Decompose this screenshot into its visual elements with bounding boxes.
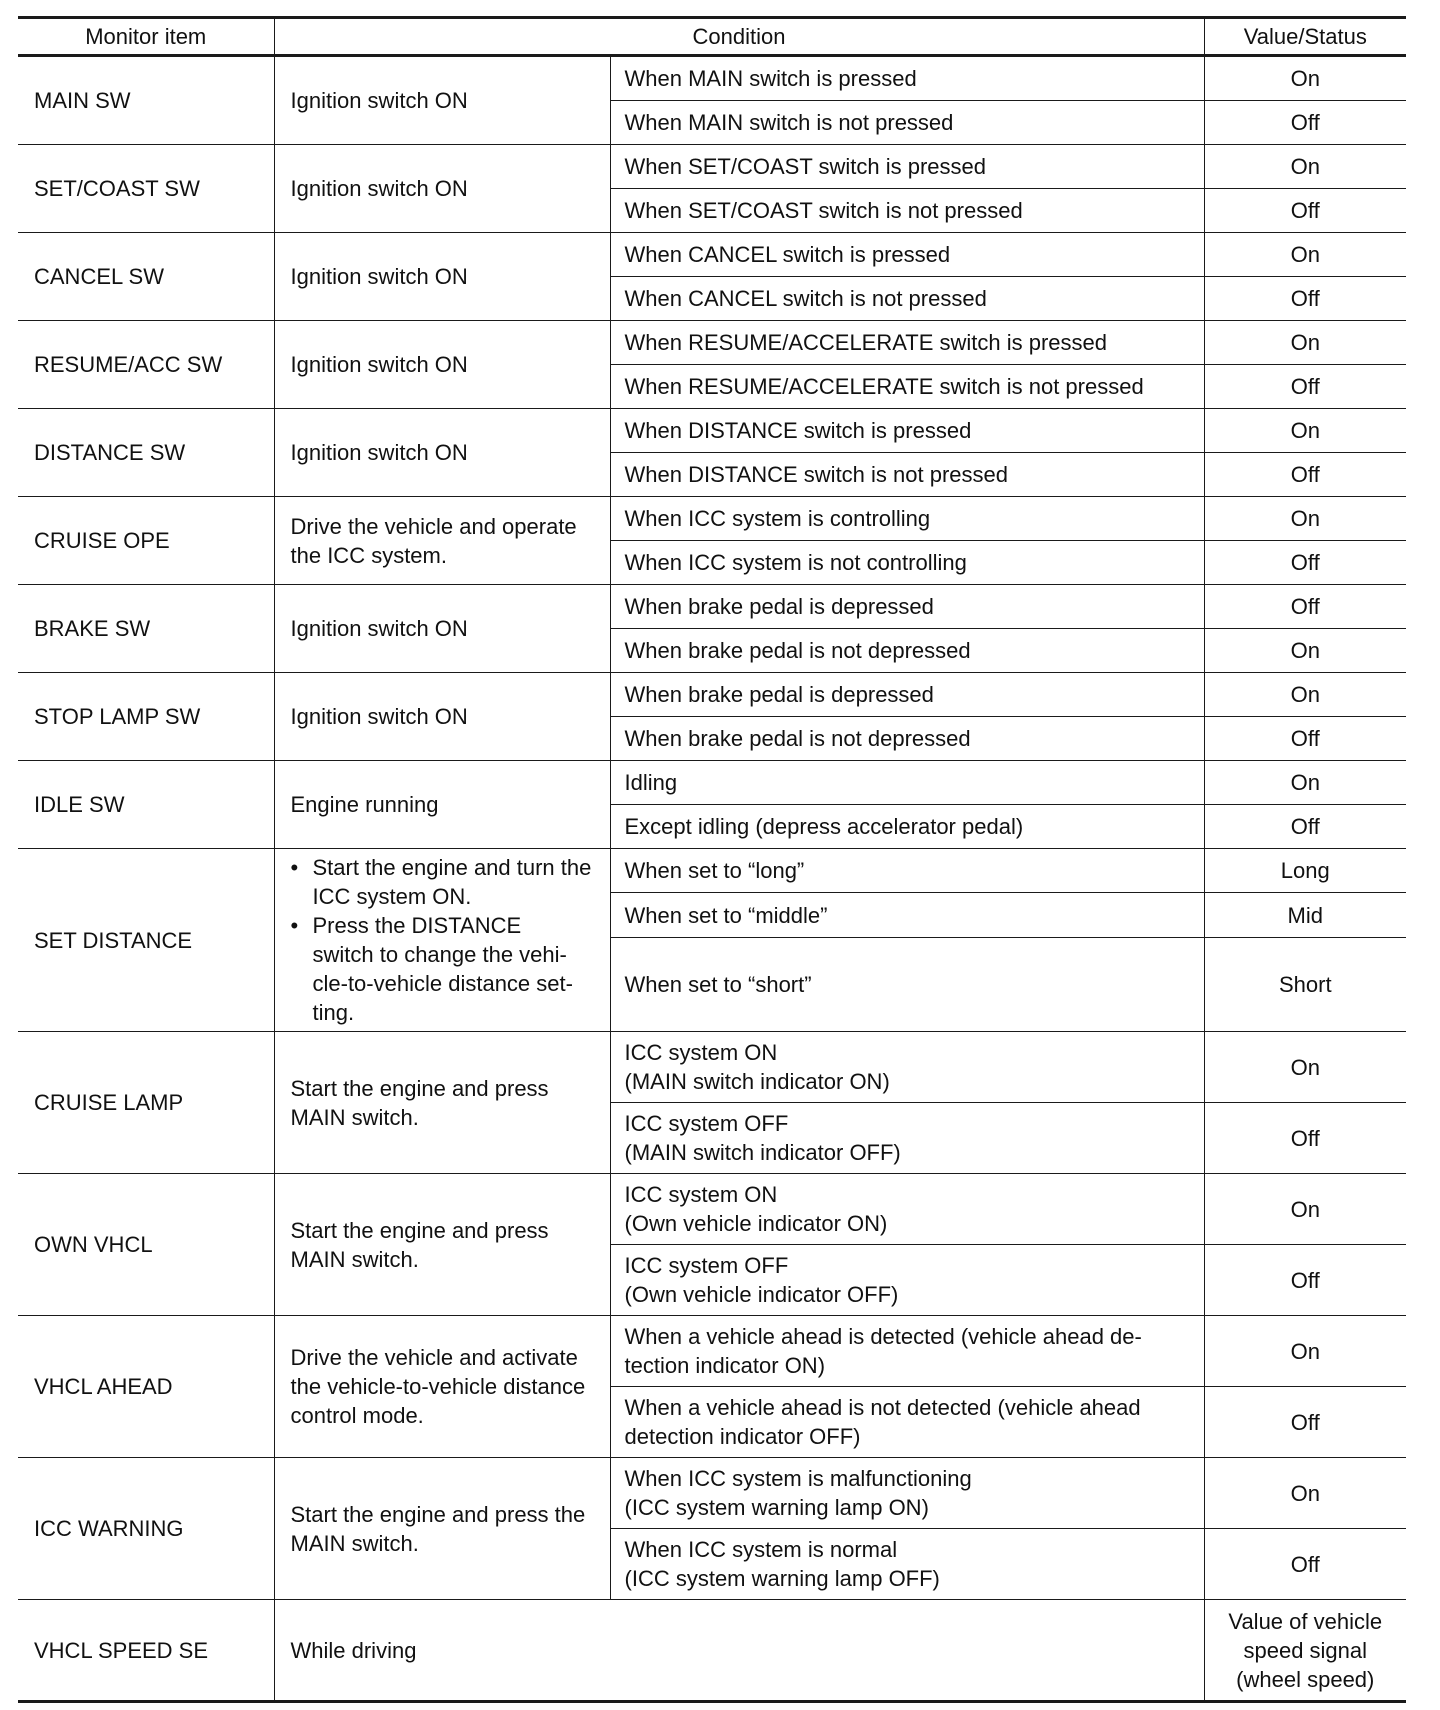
sub-condition-cell: When RESUME/ACCELERATE switch is pressed xyxy=(610,321,1204,365)
value-status-cell: Long xyxy=(1204,849,1406,893)
sub-condition-cell: When set to “short” xyxy=(610,937,1204,1031)
monitor-item-cell: RESUME/ACC SW xyxy=(18,321,274,409)
table-row xyxy=(18,233,1406,277)
sub-condition-cell: When set to “long” xyxy=(610,849,1204,893)
value-status-cell: Off xyxy=(1204,365,1406,409)
value-status-cell: On xyxy=(1204,1316,1406,1387)
table-row xyxy=(18,673,1406,717)
value-status-cell: On xyxy=(1204,409,1406,453)
table-header-row xyxy=(18,18,1406,56)
sub-condition-cell: When a vehicle ahead is detected (vehicle ahead de- tection indicator ON) xyxy=(610,1316,1204,1387)
sub-condition-cell: When brake pedal is not depressed xyxy=(610,717,1204,761)
condition-bullet-text: Start the engine and turn the ICC system ON. xyxy=(312,855,592,909)
condition-cell: Ignition switch ON xyxy=(274,233,610,321)
sub-condition-cell: When brake pedal is depressed xyxy=(610,673,1204,717)
header-value-status: Value/Status xyxy=(1204,18,1406,56)
table-row xyxy=(18,849,1406,893)
condition-cell: Drive the vehicle and activate the vehicle-to-vehicle distance control mode. xyxy=(274,1316,610,1458)
value-status-cell: Off xyxy=(1204,1529,1406,1600)
table-row xyxy=(18,585,1406,629)
sub-condition-cell: When SET/COAST switch is not pressed xyxy=(610,189,1204,233)
condition-cell: Ignition switch ON xyxy=(274,321,610,409)
monitor-item-cell: OWN VHCL xyxy=(18,1174,274,1316)
condition-cell: Ignition switch ON xyxy=(274,145,610,233)
condition-cell: Start the engine and press MAIN switch. xyxy=(274,1174,610,1316)
sub-condition-cell: When a vehicle ahead is not detected (vehicle ahead detection indicator OFF) xyxy=(610,1387,1204,1458)
monitor-item-cell: VHCL AHEAD xyxy=(18,1316,274,1458)
monitor-item-cell: ICC WARNING xyxy=(18,1458,274,1600)
value-status-cell: Off xyxy=(1204,541,1406,585)
table-row xyxy=(18,1458,1406,1529)
sub-condition-cell: When RESUME/ACCELERATE switch is not pressed xyxy=(610,365,1204,409)
value-status-cell: Off xyxy=(1204,1103,1406,1174)
condition-cell: Engine running xyxy=(274,761,610,849)
table-row xyxy=(18,497,1406,541)
value-status-cell: Off xyxy=(1204,277,1406,321)
monitor-item-cell: MAIN SW xyxy=(18,56,274,145)
value-status-cell: On xyxy=(1204,1458,1406,1529)
sub-condition-cell: When brake pedal is not depressed xyxy=(610,629,1204,673)
sub-condition-cell: When CANCEL switch is not pressed xyxy=(610,277,1204,321)
value-status-cell: On xyxy=(1204,629,1406,673)
table-row xyxy=(18,409,1406,453)
value-status-cell: On xyxy=(1204,497,1406,541)
condition-cell: Start the engine and press the MAIN switch. xyxy=(274,1458,610,1600)
sub-condition-cell: ICC system ON (MAIN switch indicator ON) xyxy=(610,1032,1204,1103)
sub-condition-cell: ICC system OFF (MAIN switch indicator OFF) xyxy=(610,1103,1204,1174)
value-status-cell: Off xyxy=(1204,189,1406,233)
monitor-item-cell: SET DISTANCE xyxy=(18,849,274,1032)
value-status-cell: On xyxy=(1204,145,1406,189)
table-row xyxy=(18,56,1406,101)
sub-condition-cell: When ICC system is malfunctioning (ICC system warning lamp ON) xyxy=(610,1458,1204,1529)
table-row xyxy=(18,1032,1406,1103)
sub-condition-cell: When DISTANCE switch is pressed xyxy=(610,409,1204,453)
value-status-cell: On xyxy=(1204,233,1406,277)
condition-cell: Ignition switch ON xyxy=(274,673,610,761)
monitor-item-cell: DISTANCE SW xyxy=(18,409,274,497)
condition-bullet-list xyxy=(291,853,600,1027)
bullet-icon: • xyxy=(290,913,299,938)
condition-cell: Drive the vehicle and operate the ICC system. xyxy=(274,497,610,585)
value-status-cell: On xyxy=(1204,1032,1406,1103)
monitor-item-cell: BRAKE SW xyxy=(18,585,274,673)
monitor-item-cell: CRUISE OPE xyxy=(18,497,274,585)
condition-cell xyxy=(274,849,610,1032)
value-status-cell: On xyxy=(1204,1174,1406,1245)
monitor-item-cell: CANCEL SW xyxy=(18,233,274,321)
value-status-cell: On xyxy=(1204,761,1406,805)
value-status-cell: Mid xyxy=(1204,893,1406,937)
sub-condition-cell: ICC system OFF (Own vehicle indicator OFF) xyxy=(610,1245,1204,1316)
monitor-item-cell: IDLE SW xyxy=(18,761,274,849)
table-row xyxy=(18,1600,1406,1702)
table-row xyxy=(18,321,1406,365)
sub-condition-cell: When MAIN switch is not pressed xyxy=(610,101,1204,145)
monitor-item-table xyxy=(18,16,1406,1703)
monitor-item-cell: CRUISE LAMP xyxy=(18,1032,274,1174)
sub-condition-cell: When CANCEL switch is pressed xyxy=(610,233,1204,277)
sub-condition-cell: When ICC system is controlling xyxy=(610,497,1204,541)
value-status-cell: Off xyxy=(1204,585,1406,629)
monitor-item-cell: STOP LAMP SW xyxy=(18,673,274,761)
sub-condition-cell: When set to “middle” xyxy=(610,893,1204,937)
condition-bullet-text: Press the DISTANCE switch to change the vehi- cle-to-vehicle distance set- ting. xyxy=(312,913,573,1025)
value-status-cell: On xyxy=(1204,321,1406,365)
sub-condition-cell: When brake pedal is depressed xyxy=(610,585,1204,629)
sub-condition-cell: When MAIN switch is pressed xyxy=(610,56,1204,101)
condition-cell: Ignition switch ON xyxy=(274,409,610,497)
condition-bullet-item xyxy=(291,853,600,911)
sub-condition-cell: When ICC system is not controlling xyxy=(610,541,1204,585)
condition-cell: Ignition switch ON xyxy=(274,585,610,673)
monitor-item-cell: VHCL SPEED SE xyxy=(18,1600,274,1702)
sub-condition-cell: ICC system ON (Own vehicle indicator ON) xyxy=(610,1174,1204,1245)
table-row xyxy=(18,145,1406,189)
condition-cell: While driving xyxy=(274,1600,1204,1702)
condition-cell: Ignition switch ON xyxy=(274,56,610,145)
value-status-cell: Off xyxy=(1204,1387,1406,1458)
sub-condition-cell: Except idling (depress accelerator pedal) xyxy=(610,805,1204,849)
bullet-icon: • xyxy=(290,855,299,880)
value-status-cell: On xyxy=(1204,673,1406,717)
condition-bullet-item xyxy=(291,911,600,1027)
condition-cell: Start the engine and press MAIN switch. xyxy=(274,1032,610,1174)
sub-condition-cell: When ICC system is normal (ICC system warning lamp OFF) xyxy=(610,1529,1204,1600)
table-row xyxy=(18,1174,1406,1245)
table-row xyxy=(18,1316,1406,1387)
value-status-cell: Off xyxy=(1204,101,1406,145)
header-monitor-item: Monitor item xyxy=(18,18,274,56)
value-status-cell: Off xyxy=(1204,717,1406,761)
sub-condition-cell: Idling xyxy=(610,761,1204,805)
sub-condition-cell: When SET/COAST switch is pressed xyxy=(610,145,1204,189)
monitor-item-cell: SET/COAST SW xyxy=(18,145,274,233)
value-status-cell: Short xyxy=(1204,937,1406,1031)
table-row xyxy=(18,761,1406,805)
value-status-cell: Value of vehicle speed signal (wheel speed) xyxy=(1204,1600,1406,1702)
value-status-cell: On xyxy=(1204,56,1406,101)
sub-condition-cell: When DISTANCE switch is not pressed xyxy=(610,453,1204,497)
value-status-cell: Off xyxy=(1204,805,1406,849)
value-status-cell: Off xyxy=(1204,453,1406,497)
header-condition: Condition xyxy=(274,18,1204,56)
value-status-cell: Off xyxy=(1204,1245,1406,1316)
